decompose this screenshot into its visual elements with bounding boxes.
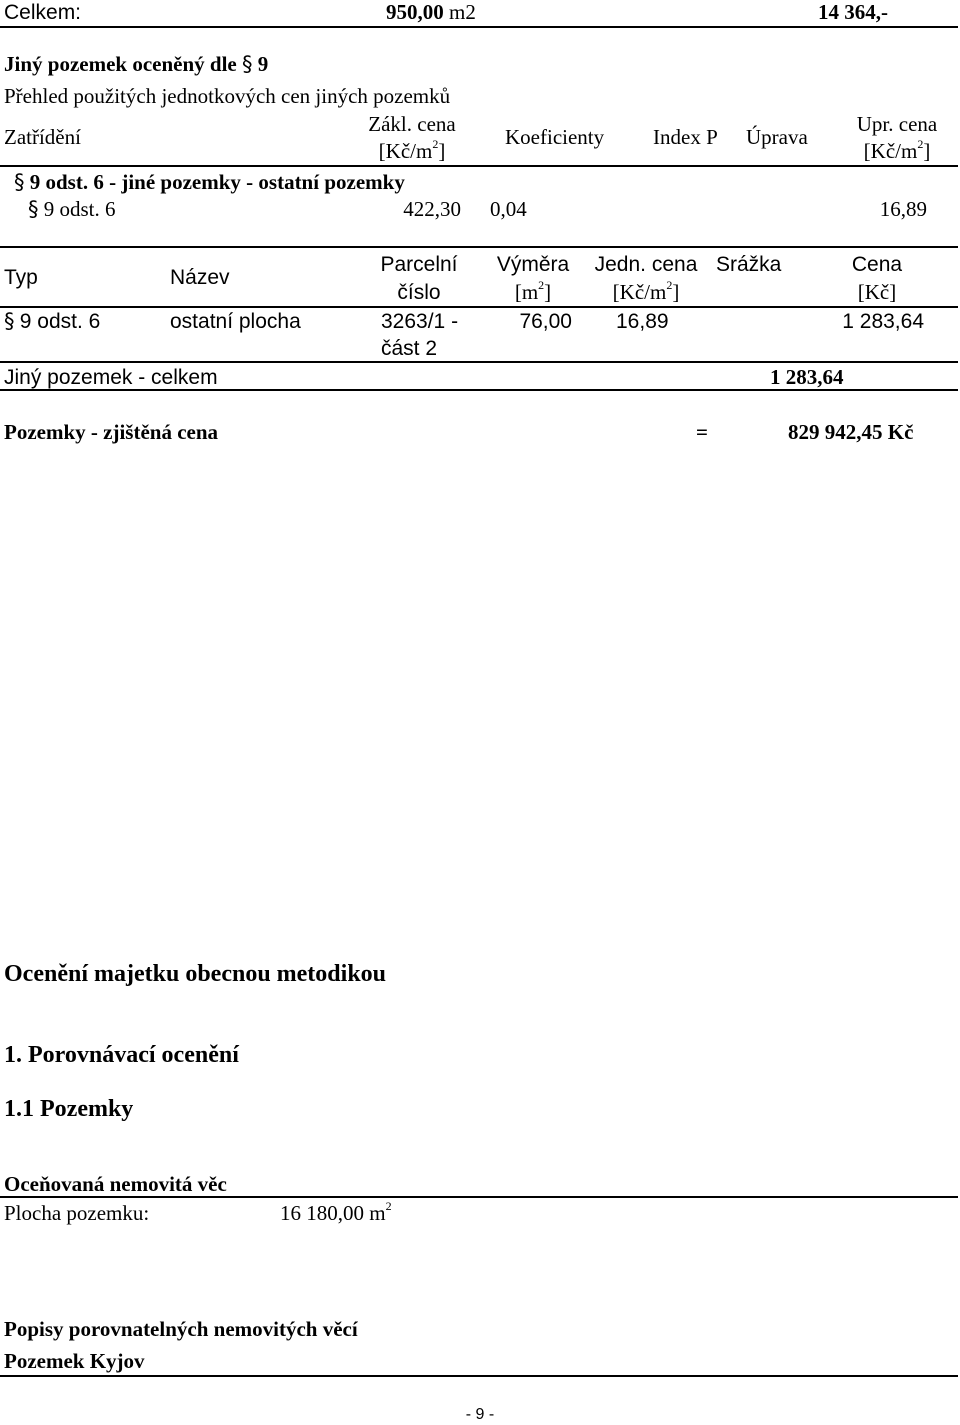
valued-property-title: Oceňovaná nemovitá věc: [4, 1172, 227, 1196]
header-name: Název: [170, 266, 230, 289]
divider: [0, 26, 958, 28]
group-row-coefficients: 0,04: [490, 197, 527, 221]
row-name: ostatní plocha: [170, 310, 301, 333]
header-adj-price-l1: Upr. cena: [856, 112, 938, 136]
header-unit-price-l2: $[Kč/m^2]$: [612, 278, 680, 304]
total-label: Jiný pozemek - celkem: [4, 366, 218, 389]
header-base-price-l2: $[Kč/m^2]$: [378, 137, 446, 163]
divider: [0, 389, 958, 391]
row-price: 1 283,64: [842, 310, 924, 333]
header-index: Index P: [653, 125, 718, 149]
header-parcel-l1: Parcelní: [380, 253, 458, 276]
group-row-base-price: 422,30: [403, 197, 461, 221]
header-adjustment: Úprava: [746, 125, 808, 149]
header-adj-price-l2: $[Kč/m^2]$: [863, 137, 931, 163]
page-number: - 9 -: [465, 1406, 495, 1423]
land-price-equals: =: [696, 420, 708, 444]
divider: [0, 1375, 958, 1377]
row-type: § 9 odst. 6: [4, 309, 101, 333]
header-parcel-l2: číslo: [397, 281, 441, 304]
header-classification: Zatřídění: [4, 125, 81, 149]
header-coefficients: Koeficienty: [505, 125, 605, 149]
group-row-classification: § 9 odst. 6: [28, 197, 116, 221]
header-area-l1: Výměra: [496, 253, 570, 276]
row-parcel-l1: 3263/1 -: [381, 310, 459, 333]
divider: [0, 1196, 958, 1198]
heading-general: Ocenění majetku obecnou metodikou: [4, 961, 387, 987]
header-type: Typ: [4, 266, 38, 289]
comparables-title: Popisy porovnatelných nemovitých věcí: [4, 1317, 358, 1341]
section-icon: §: [4, 309, 15, 333]
section-icon: §: [28, 197, 39, 221]
heading-comparative: 1. Porovnávací ocenění: [4, 1042, 239, 1068]
divider: [0, 361, 958, 363]
section-icon: §: [14, 170, 25, 194]
total-value: 1 283,64: [770, 365, 844, 389]
row-parcel-l2: část 2: [381, 337, 438, 360]
header-price-l1: Cena: [851, 253, 903, 276]
header-deduction: Srážka: [716, 253, 782, 276]
header-base-price-l1: Zákl. cena: [368, 112, 456, 136]
row-area: 76,00: [519, 310, 572, 333]
land-price-label: Pozemky - zjištěná cena: [4, 420, 219, 444]
comparables-first: Pozemek Kyjov: [4, 1349, 145, 1373]
divider: [0, 306, 958, 308]
other-land-title: Jiný pozemek oceněný dle § 9: [4, 52, 269, 76]
group-label: § 9 odst. 6 - jiné pozemky - ostatní pozemky: [14, 170, 405, 194]
section-icon: §: [241, 52, 253, 76]
area-value: 16 180,00 $m^2$: [280, 1199, 392, 1225]
divider: [0, 246, 958, 248]
header-price-l2: [Kč]: [857, 280, 897, 304]
header-unit-price-l1: Jedn. cena: [594, 253, 698, 276]
land-price-value: 829 942,45 Kč: [788, 420, 914, 444]
summary-label: Celkem:: [4, 1, 82, 24]
group-row-adj-price: 16,89: [879, 197, 927, 221]
other-land-subtitle: Přehled použitých jednotkových cen jiných pozemků: [4, 84, 451, 108]
summary-area: 950,00 m2: [386, 0, 476, 24]
area-label: Plocha pozemku:: [4, 1201, 150, 1225]
header-area-l2: $[m^2]$: [514, 278, 552, 304]
summary-price: 14 364,-: [818, 0, 888, 24]
heading-land: 1.1 Pozemky: [4, 1096, 134, 1122]
row-unit-price: 16,89: [616, 310, 669, 333]
divider: [0, 165, 958, 167]
